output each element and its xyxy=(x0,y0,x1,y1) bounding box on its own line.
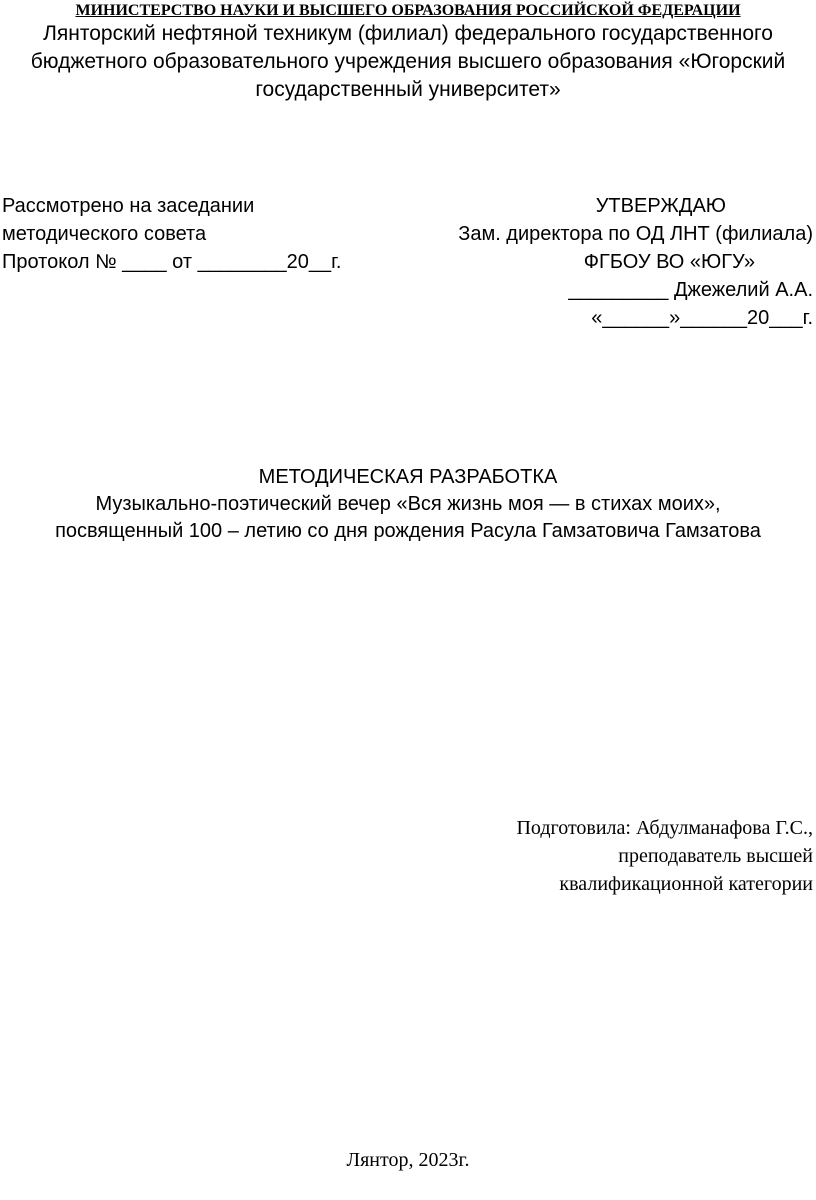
prepared-by-line: преподаватель высшей xyxy=(618,845,813,867)
institution-name xyxy=(20,20,796,104)
prepared-by-block xyxy=(516,814,813,898)
approval-date: «______»______20___г. xyxy=(591,307,813,329)
title-line: Музыкально-поэтический вечер «Вся жизнь моя — в стихах моих», xyxy=(95,493,721,515)
approval-block xyxy=(458,192,813,332)
document-title xyxy=(0,464,816,545)
institution-line: Лянторский нефтяной техникум (филиал) федерального государственного xyxy=(43,22,773,45)
place-year: Лянтор, 2023г. xyxy=(346,1149,470,1171)
ministry-heading: МИНИСТЕРСТВО НАУКИ И ВЫСШЕГО ОБРАЗОВАНИЯ РОССИЙСКОЙ ФЕДЕРАЦИИ xyxy=(75,2,741,19)
institution-line: бюджетного образовательного учреждения высшего образования «Югорский xyxy=(30,50,786,73)
approval-organization: ФГБОУ ВО «ЮГУ» xyxy=(583,251,755,273)
prepared-by-line: Подготовила: Абдулманафова Г.С., xyxy=(516,817,813,839)
approval-signature: _________ Джежелий А.А. xyxy=(568,279,813,301)
protocol-line: Протокол № ____ от ________20__г. xyxy=(2,251,342,273)
institution-line: государственный университет» xyxy=(255,78,561,101)
approval-position: Зам. директора по ОД ЛНТ (филиала) xyxy=(458,223,813,245)
approval-heading: УТВЕРЖДАЮ xyxy=(595,195,726,217)
prepared-by-line: квалификационной категории xyxy=(559,873,813,895)
title-line: посвященный 100 – летию со дня рождения Расула Гамзатовича Гамзатова xyxy=(55,520,761,542)
considered-block xyxy=(2,192,341,276)
considered-line: Рассмотрено на заседании xyxy=(2,195,255,217)
title-heading: МЕТОДИЧЕСКАЯ РАЗРАБОТКА xyxy=(258,466,558,488)
considered-line: методического совета xyxy=(2,223,207,245)
